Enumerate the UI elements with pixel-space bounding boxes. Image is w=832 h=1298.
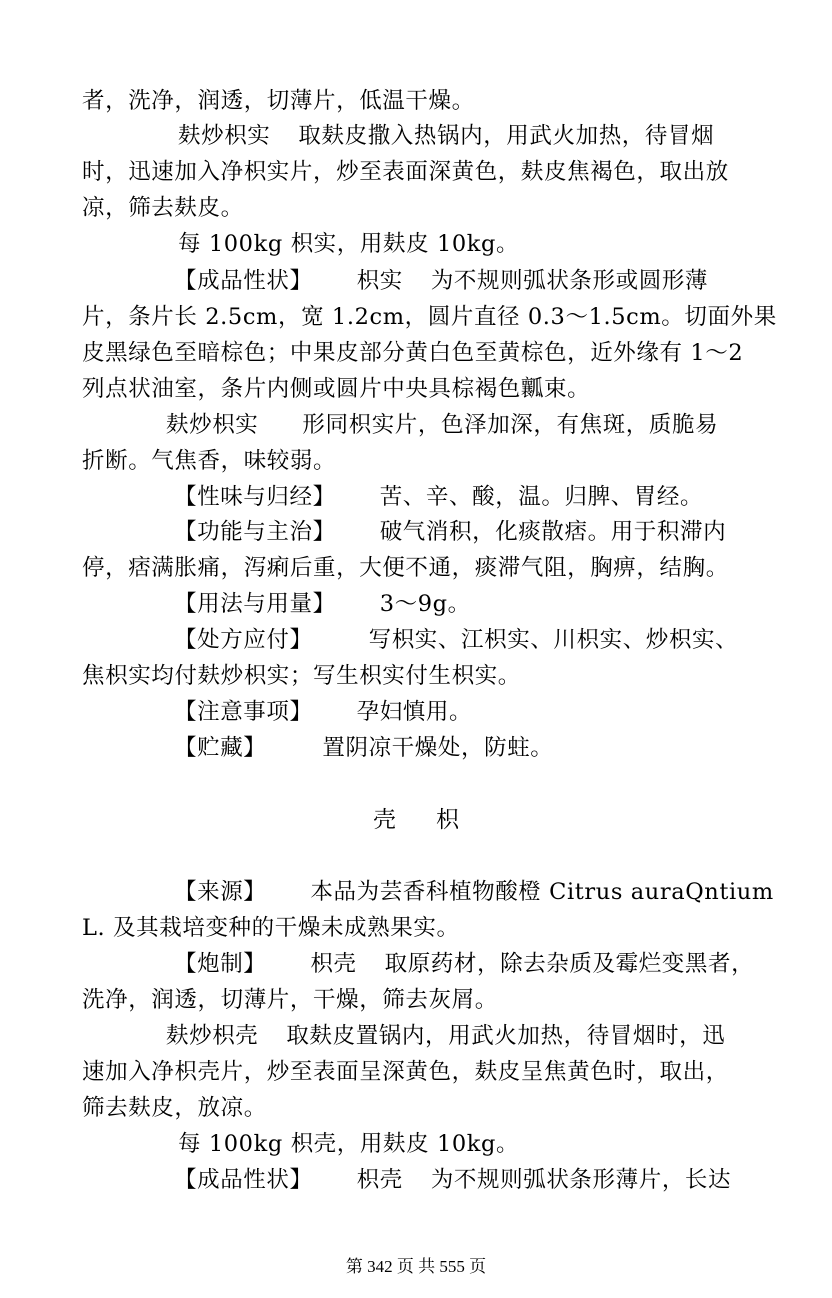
section-heading: 【性味与归经】 xyxy=(174,484,336,510)
text: 孕妇慎用。 xyxy=(356,699,473,725)
section-title xyxy=(0,805,832,835)
text-line xyxy=(174,625,738,655)
text-line xyxy=(174,482,703,512)
text-line xyxy=(82,338,743,368)
text-line xyxy=(178,1129,519,1159)
term: 枳壳 xyxy=(310,951,357,977)
text: 取原药材，除去杂质及霉烂变黑者， xyxy=(384,951,755,977)
text: 写枳实、江枳实、川枳实、炒枳实、 xyxy=(368,627,739,653)
term: 枳壳 xyxy=(356,1167,403,1193)
term: 麸炒枳实 xyxy=(166,412,259,438)
text-line xyxy=(174,877,774,907)
term: 麸炒枳壳 xyxy=(166,1023,259,1049)
term: 枳实 xyxy=(356,268,403,294)
text: L. 及其栽培变种的干燥未成熟果实。 xyxy=(82,915,460,941)
section-heading: 【来源】 xyxy=(174,879,267,905)
text: 洗净，润透，切薄片，干燥，筛去灰屑。 xyxy=(82,987,498,1013)
text-line xyxy=(82,553,729,583)
text-line xyxy=(82,157,729,187)
text: 苦、辛、酸，温。归脾、胃经。 xyxy=(379,484,704,510)
page-number-footer: 第 342 页 共 555 页 xyxy=(345,1257,487,1276)
text-line xyxy=(178,229,519,259)
text: 速加入净枳壳片，炒至表面呈深黄色，麸皮呈焦黄色时，取出， xyxy=(82,1059,729,1085)
term: 麸炒枳实 xyxy=(178,123,271,149)
section-heading: 【注意事项】 xyxy=(174,699,313,725)
text: 片，条片长 2.5cm，宽 1.2cm，圆片直径 0.3～1.5cm。切面外果 xyxy=(82,304,777,330)
text: 3～9g。 xyxy=(379,591,471,617)
text-line xyxy=(174,949,754,979)
text: 凉，筛去麸皮。 xyxy=(82,195,244,221)
text: 置阴凉干燥处，防蛀。 xyxy=(322,735,554,761)
text: 为不规则弧状条形或圆形薄 xyxy=(430,268,709,294)
text: 者，洗净，润透，切薄片，低温干燥。 xyxy=(82,88,475,114)
text: 停，痞满胀痛，泻痢后重，大便不通，痰滞气阻，胸痹，结胸。 xyxy=(82,555,729,581)
text-line xyxy=(82,1057,729,1087)
text-line xyxy=(174,733,553,763)
section-heading: 【功能与主治】 xyxy=(174,519,336,545)
text-line xyxy=(82,374,590,404)
section-heading: 【炮制】 xyxy=(174,951,267,977)
text-line xyxy=(174,1165,731,1195)
text-line xyxy=(166,410,718,440)
text: 破气消积，化痰散痞。用于积滞内 xyxy=(379,519,727,545)
text: 焦枳实均付麸炒枳实；写生枳实付生枳实。 xyxy=(82,663,521,689)
text-line xyxy=(82,302,777,332)
section-heading: 【成品性状】 xyxy=(174,1167,313,1193)
text: 取麸皮撒入热锅内，用武火加热，待冒烟 xyxy=(298,123,715,149)
text-line xyxy=(174,517,726,547)
text: 为不规则弧状条形薄片，长达 xyxy=(430,1167,732,1193)
text: 列点状油室，条片内侧或圆片中央具棕褐色瓤束。 xyxy=(82,376,591,402)
text: 形同枳实片，色泽加深，有焦斑，质脆易 xyxy=(302,412,719,438)
text-line xyxy=(174,697,472,727)
text: 取麸皮置锅内，用武火加热，待冒烟时，迅 xyxy=(286,1023,726,1049)
text: 皮黑绿色至暗棕色；中果皮部分黄白色至黄棕色，近外缘有 1～2 xyxy=(82,340,744,366)
text: 筛去麸皮，放凉。 xyxy=(82,1095,267,1121)
title-char: 壳 xyxy=(373,807,396,833)
text-line xyxy=(82,86,475,116)
text-line xyxy=(166,1021,725,1051)
section-heading: 【贮藏】 xyxy=(174,735,267,761)
text: 本品为芸香科植物酸橙 Citrus auraQntium xyxy=(310,879,774,905)
text-line xyxy=(82,446,336,476)
text-line xyxy=(82,985,498,1015)
text: 每 100kg 枳实，用麸皮 10kg。 xyxy=(178,231,520,257)
title-char: 枳 xyxy=(436,807,459,833)
text-line xyxy=(174,266,708,296)
section-heading: 【处方应付】 xyxy=(174,627,313,653)
section-heading: 【成品性状】 xyxy=(174,268,313,294)
text-line xyxy=(82,1093,267,1123)
text-line xyxy=(174,589,471,619)
text-line xyxy=(82,661,521,691)
section-heading: 【用法与用量】 xyxy=(174,591,336,617)
text: 时，迅速加入净枳实片，炒至表面深黄色，麸皮焦褐色，取出放 xyxy=(82,159,729,185)
text-line xyxy=(178,121,714,151)
text-line xyxy=(82,913,460,943)
text-line xyxy=(82,193,244,223)
text: 每 100kg 枳壳，用麸皮 10kg。 xyxy=(178,1131,520,1157)
text: 折断。气焦香，味较弱。 xyxy=(82,448,337,474)
